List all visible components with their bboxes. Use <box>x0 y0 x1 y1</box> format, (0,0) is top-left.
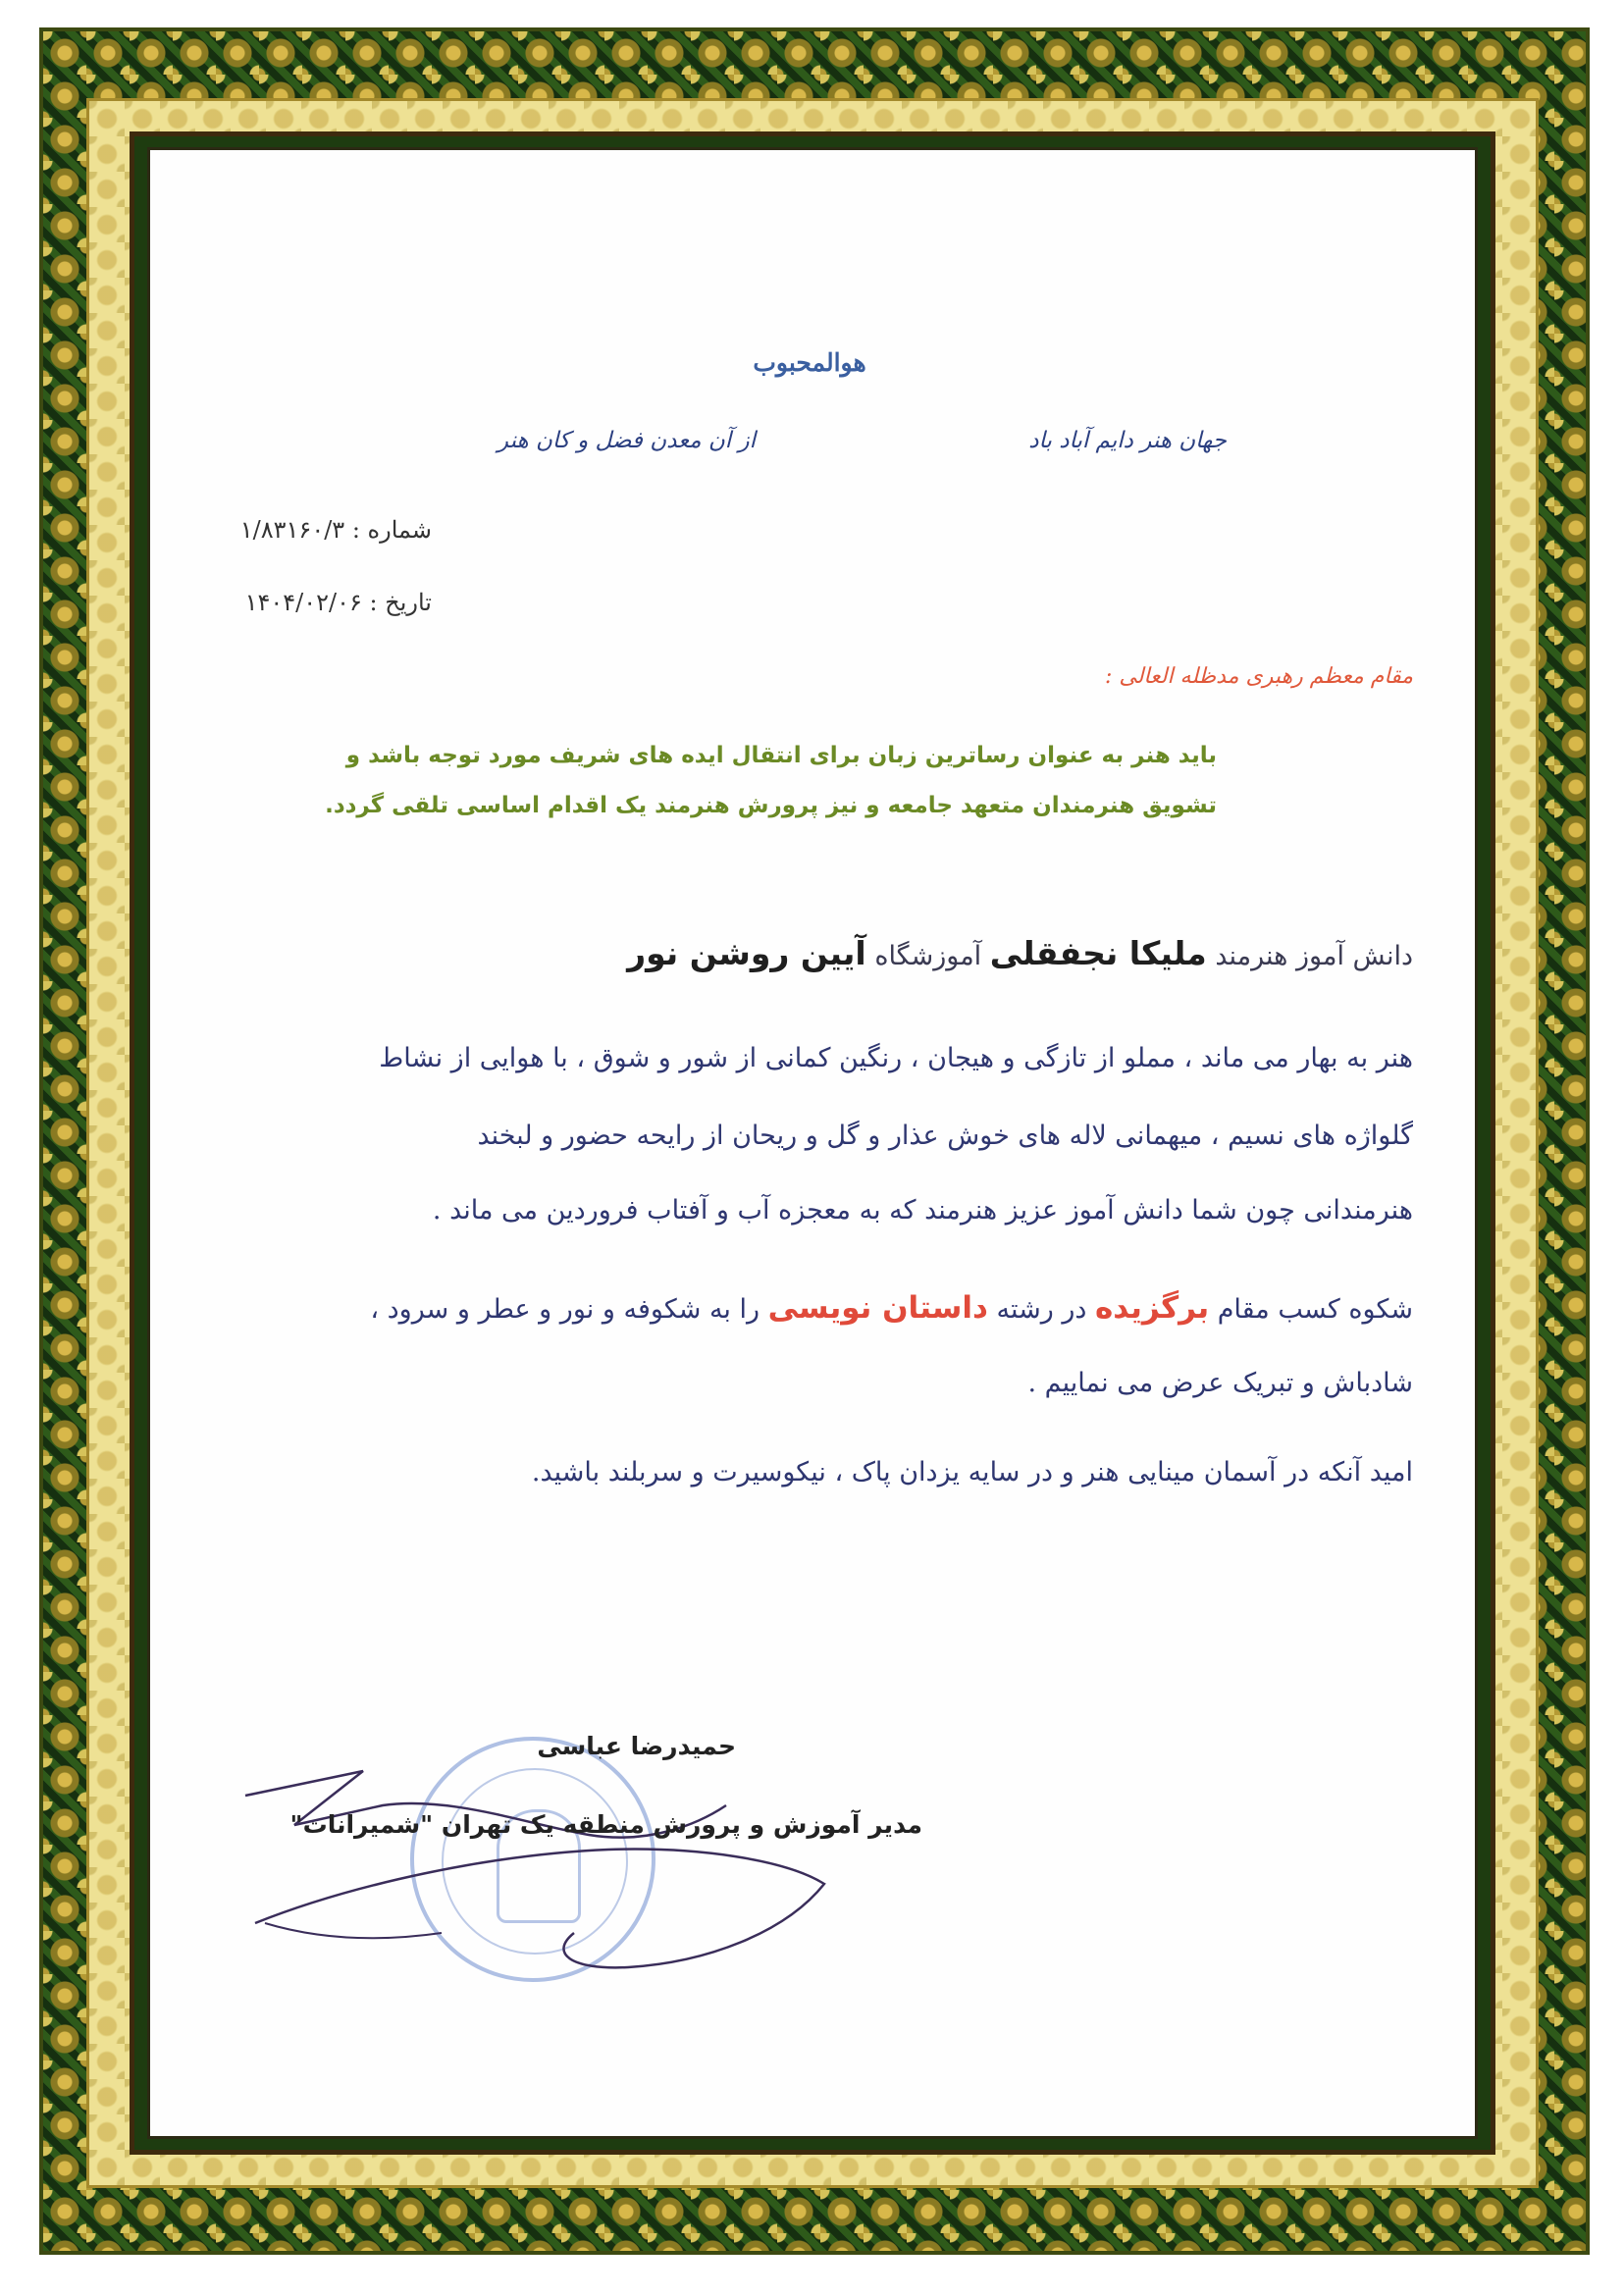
paragraph2-part3: را به شکوفه و نور و عطر و سرود ، <box>370 1294 760 1325</box>
poem-line-right: جهان هنر دایم آباد باد <box>1028 428 1227 453</box>
paragraph1-line-2: گلواژه های نسیم ، میهمانی لاله های خوش عذار و گل و ریحان از رایحه حضور و لبخند <box>477 1121 1413 1151</box>
award-rank: برگزیده <box>1095 1290 1210 1326</box>
poem-line-left: از آن معدن فضل و کان هنر <box>497 428 756 453</box>
invocation-heading: هوالمحبوب <box>753 348 866 377</box>
student-prefix: دانش آموز هنرمند <box>1215 941 1413 971</box>
student-line <box>245 934 1413 972</box>
letter-date: تاریخ : ۱۴۰۴/۰۲/۰۶ <box>244 589 432 616</box>
paragraph2-line-2: شادباش و تبریک عرض می نماییم . <box>1027 1368 1413 1398</box>
award-field: داستان نویسی <box>767 1290 988 1326</box>
school-prefix: آموزشگاه <box>874 941 982 971</box>
signatory-name: حمیدرضا عباسی <box>537 1732 736 1760</box>
quote-line-1: باید هنر به عنوان رساترین زبان برای انتقال ایده های شریف مورد توجه باشد و <box>345 743 1217 768</box>
handwritten-signature <box>236 1766 844 1982</box>
paragraph2-part1: شکوه کسب مقام <box>1217 1294 1413 1325</box>
school-name: آیین روشن نور <box>627 934 866 972</box>
signatory-title: مدیر آموزش و پرورش منطقه یک تهران "شمیرانات" <box>289 1810 922 1839</box>
paragraph2-line-1 <box>245 1290 1413 1326</box>
student-name: ملیکا نجفقلی <box>989 934 1207 972</box>
paragraph1-line-3: هنرمندانی چون شما دانش آموز عزیز هنرمند که به معجزه آب و آفتاب فروردین می ماند . <box>432 1195 1413 1226</box>
quote-line-2: تشویق هنرمندان متعهد جامعه و نیز پرورش هنرمند یک اقدام اساسی تلقی گردد. <box>325 793 1217 818</box>
letter-number: شماره : ۱/۸۳۱۶۰/۳ <box>239 516 432 544</box>
paragraph2-part2: در رشته <box>996 1294 1087 1325</box>
paragraph3: امید آنکه در آسمان مینایی هنر و در سایه یزدان پاک ، نیکوسیرت و سربلند باشید. <box>531 1457 1413 1487</box>
quote-attribution: مقام معظم رهبری مدظله العالی : <box>1104 664 1413 689</box>
paragraph1-line-1: هنر به بهار می ماند ، مملو از تازگی و هیجان ، رنگین کمانی از شور و شوق ، با هوایی از نشاط <box>379 1043 1413 1073</box>
